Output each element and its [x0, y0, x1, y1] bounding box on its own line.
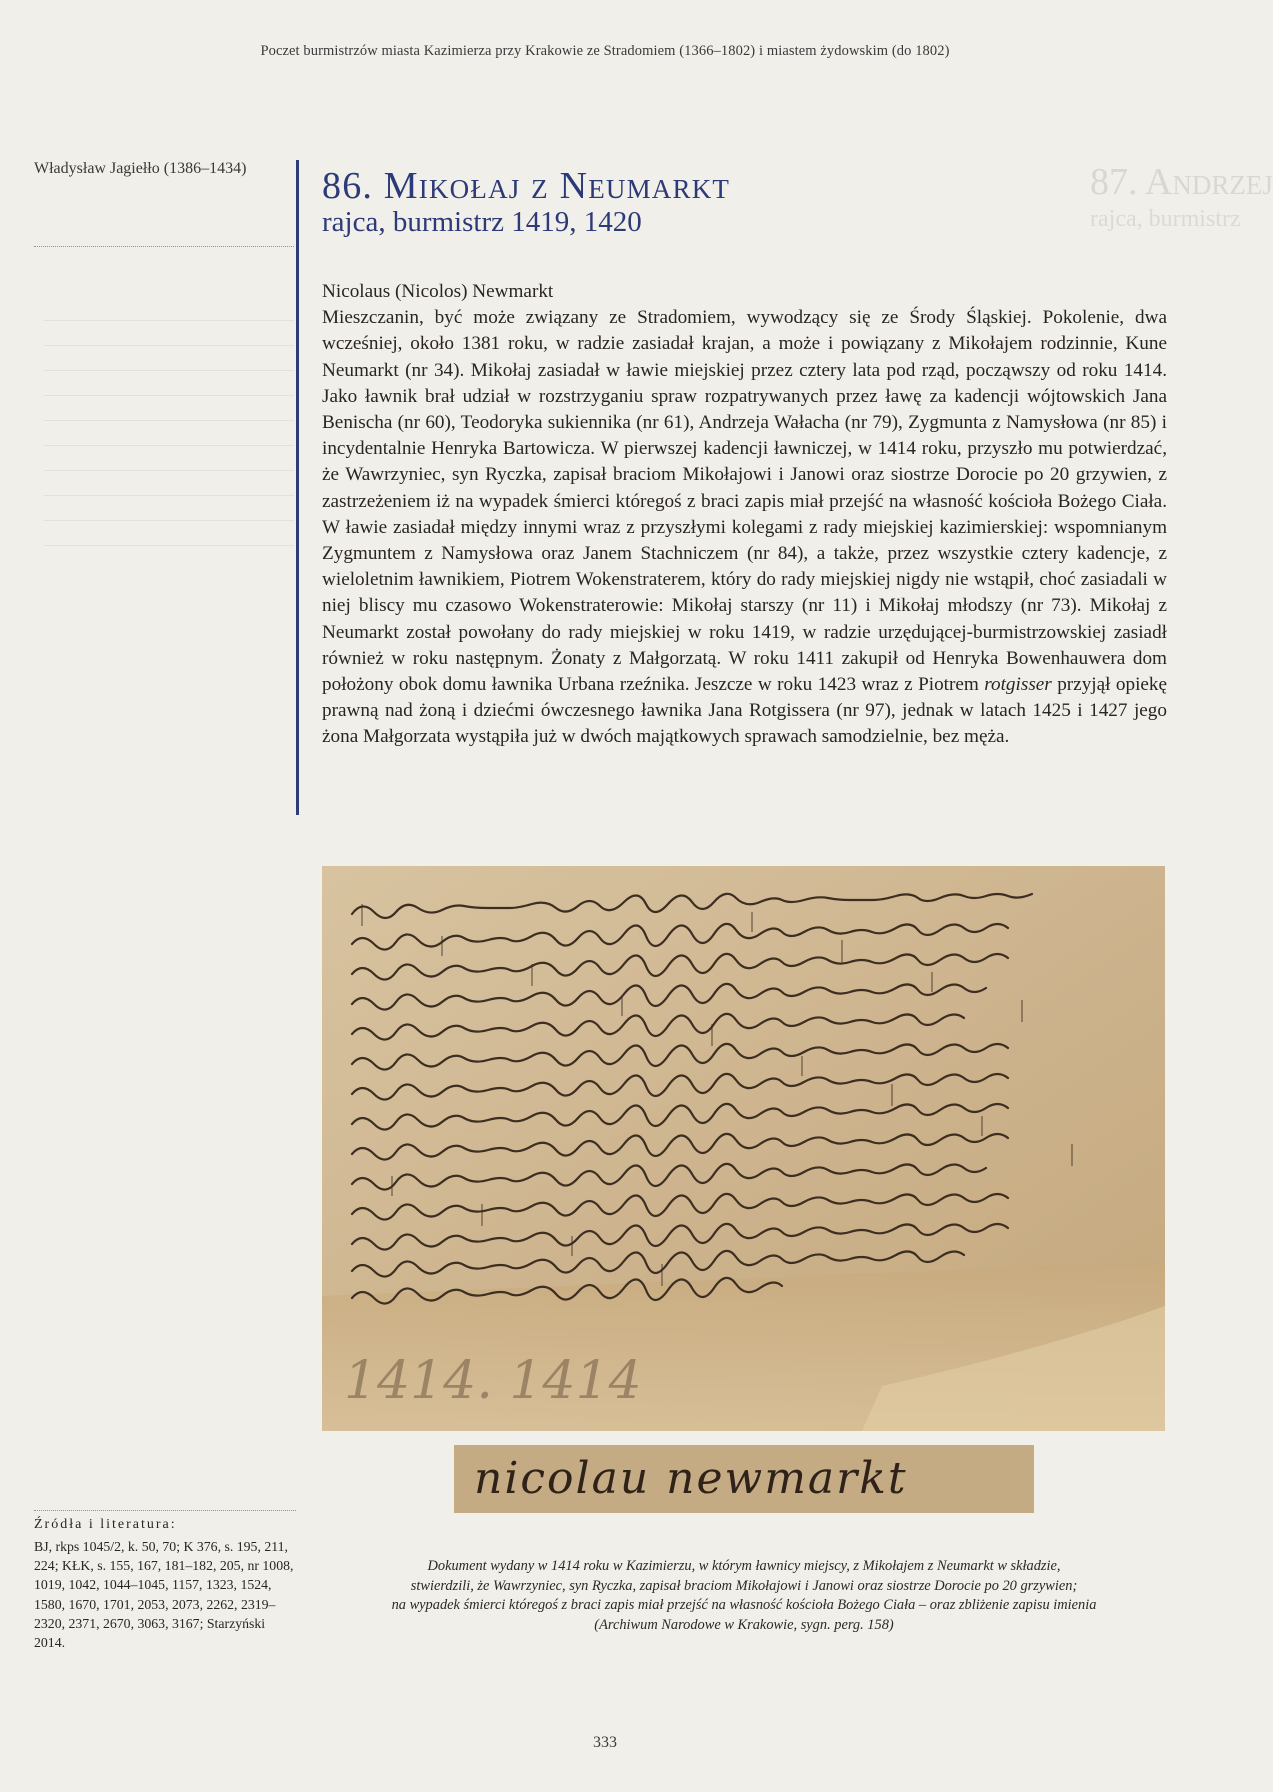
caption-line: na wypadek śmierci któregoś z braci zapis miał przejść na własność kościoła Bożego Ciała – oraz zbliżenie zapisu imienia	[391, 1597, 1097, 1614]
signature-closeup	[454, 1445, 1034, 1513]
ghost-subtitle: rajca, burmistrz	[1090, 206, 1241, 232]
sources-block	[34, 1510, 296, 1652]
entry-subtitle: rajca, burmistrz 1419, 1420	[322, 206, 642, 238]
name-variant: Nicolaus (Nicolos) Newmarkt	[322, 281, 554, 302]
sources-heading: Źródła i literatura:	[34, 1517, 177, 1532]
entry-rule	[296, 160, 299, 815]
signature-text: nicolau newmarkt	[474, 1453, 908, 1504]
entry-body	[322, 279, 1167, 751]
biography-paragraph	[322, 305, 1167, 750]
page-number: 333	[593, 1734, 617, 1751]
caption-line: stwierdzili, że Wawrzyniec, syn Ryczka, zapisał braciom Mikołajowi i Janowi oraz siostrze Dorocie po 20 grzywien;	[410, 1577, 1078, 1594]
manuscript-date: 1414. 1414	[344, 1351, 642, 1411]
entry-title: 86. Mikołaj z Neumarkt	[322, 165, 731, 207]
manuscript-image	[322, 866, 1165, 1431]
biography-text: Mieszczanin, być może związany ze Stradomiem, wywodzący się ze Środy Śląskiej. Pokolenie, dwa wcześniej, około 1381 roku, w radzie zasiadał krajan, a może i powiązany z Mikołajem rodzinnie, Kune Neumarkt (nr 34). Mikołaj zasiadał w ławie miejskiej przez cztery lata pod rząd, począwszy od roku 1414. Jako ławnik brał udział w rozstrzyganiu spraw rozpatrywanych przez ławę za kadencji wójtowskich Jana Benischa (nr 60), Teodoryka sukiennika (nr 61), Andrzeja Wałacha (nr 79), Zygmunta z Namysłowa (nr 85) i incydentalnie Henryka Bartowicza. W pierwszej kadencji ławniczej, w 1414 roku, przyszło mu potwierdzać, że Wawrzyniec, syn Ryczka, zapisał braciom Mikołajowi i Janowi oraz siostrze Dorocie po 20 grzywien, z zastrzeżeniem iż na wypadek śmierci któregoś z braci zapis miał przejść na własność kościoła Bożego Ciała. W ławie zasiadał między innymi wraz z przyszłymi kolegami z rady miejskiej kazimierskiej: wspomnianym Zygmuntem z Namysłowa oraz Janem Stachniczem (nr 84), a także, przez wszystkie cztery kadencje, z wieloletnim ławnikiem, Piotrem Wokenstraterem, który do rady miejskiej nigdy nie wstąpił, choć zasiadali w niej bliscy mu czasowo Wokenstraterowie: Mikołaj starszy (nr 11) i Mikołaj młodszy (nr 73). Mikołaj z Neumarkt został powołany do rady miejskiej w roku 1419, w radzie urzędującej-burmistrzowskiej zasiadł również w roku następnym. Żonaty z Małgorzatą. W roku 1411 zakupił od Henryka Bowenhauwera dom położony obok domu ławnika Urbana rzeźnika. Jeszcze w roku 1423 wraz z Piotrem	[322, 307, 1167, 696]
ghost-title: 87. Andrzej	[1090, 161, 1273, 203]
biography-italic-term: rotgisser	[984, 674, 1052, 696]
caption-line: Dokument wydany w 1414 roku w Kazimierzu, w którym ławnicy miejscy, z Mikołajem z Neumarkt w składzie,	[427, 1558, 1061, 1574]
sources-text: BJ, rkps 1045/2, k. 50, 70; K 376, s. 195, 211, 224; KŁK, s. 155, 167, 181–182, 205, nr 1008, 1019, 1042, 1044–1045, 1157, 1323, 1524, 1580, 1670, 1701, 2053, 2073, 2262, 2319–2320, 2371, 2670, 3063, 3167; Starzyński 2014.	[34, 1539, 294, 1651]
reign-label: Władysław Jagiełło (1386–1434)	[34, 160, 247, 177]
sidebar	[34, 160, 296, 247]
running-header: Poczet burmistrzów miasta Kazimierza przy Krakowie ze Stradomiem (1366–1802) i miastem żydowskim (do 1802)	[260, 43, 950, 59]
caption-line: (Archiwum Narodowe w Krakowie, sygn. perg. 158)	[594, 1616, 894, 1633]
sidebar-divider	[34, 246, 294, 247]
figure-caption	[330, 1557, 1158, 1635]
biography-text-end: przyjął opiekę prawną nad żoną i dziećmi ówczesnego ławnika Jana Rotgissera (nr 97), jednak w latach 1425 i 1427 jego żona Małgorzata wystąpiła już w dwóch majątkowych sprawach samodzielnie, bez męża.	[322, 674, 1168, 748]
